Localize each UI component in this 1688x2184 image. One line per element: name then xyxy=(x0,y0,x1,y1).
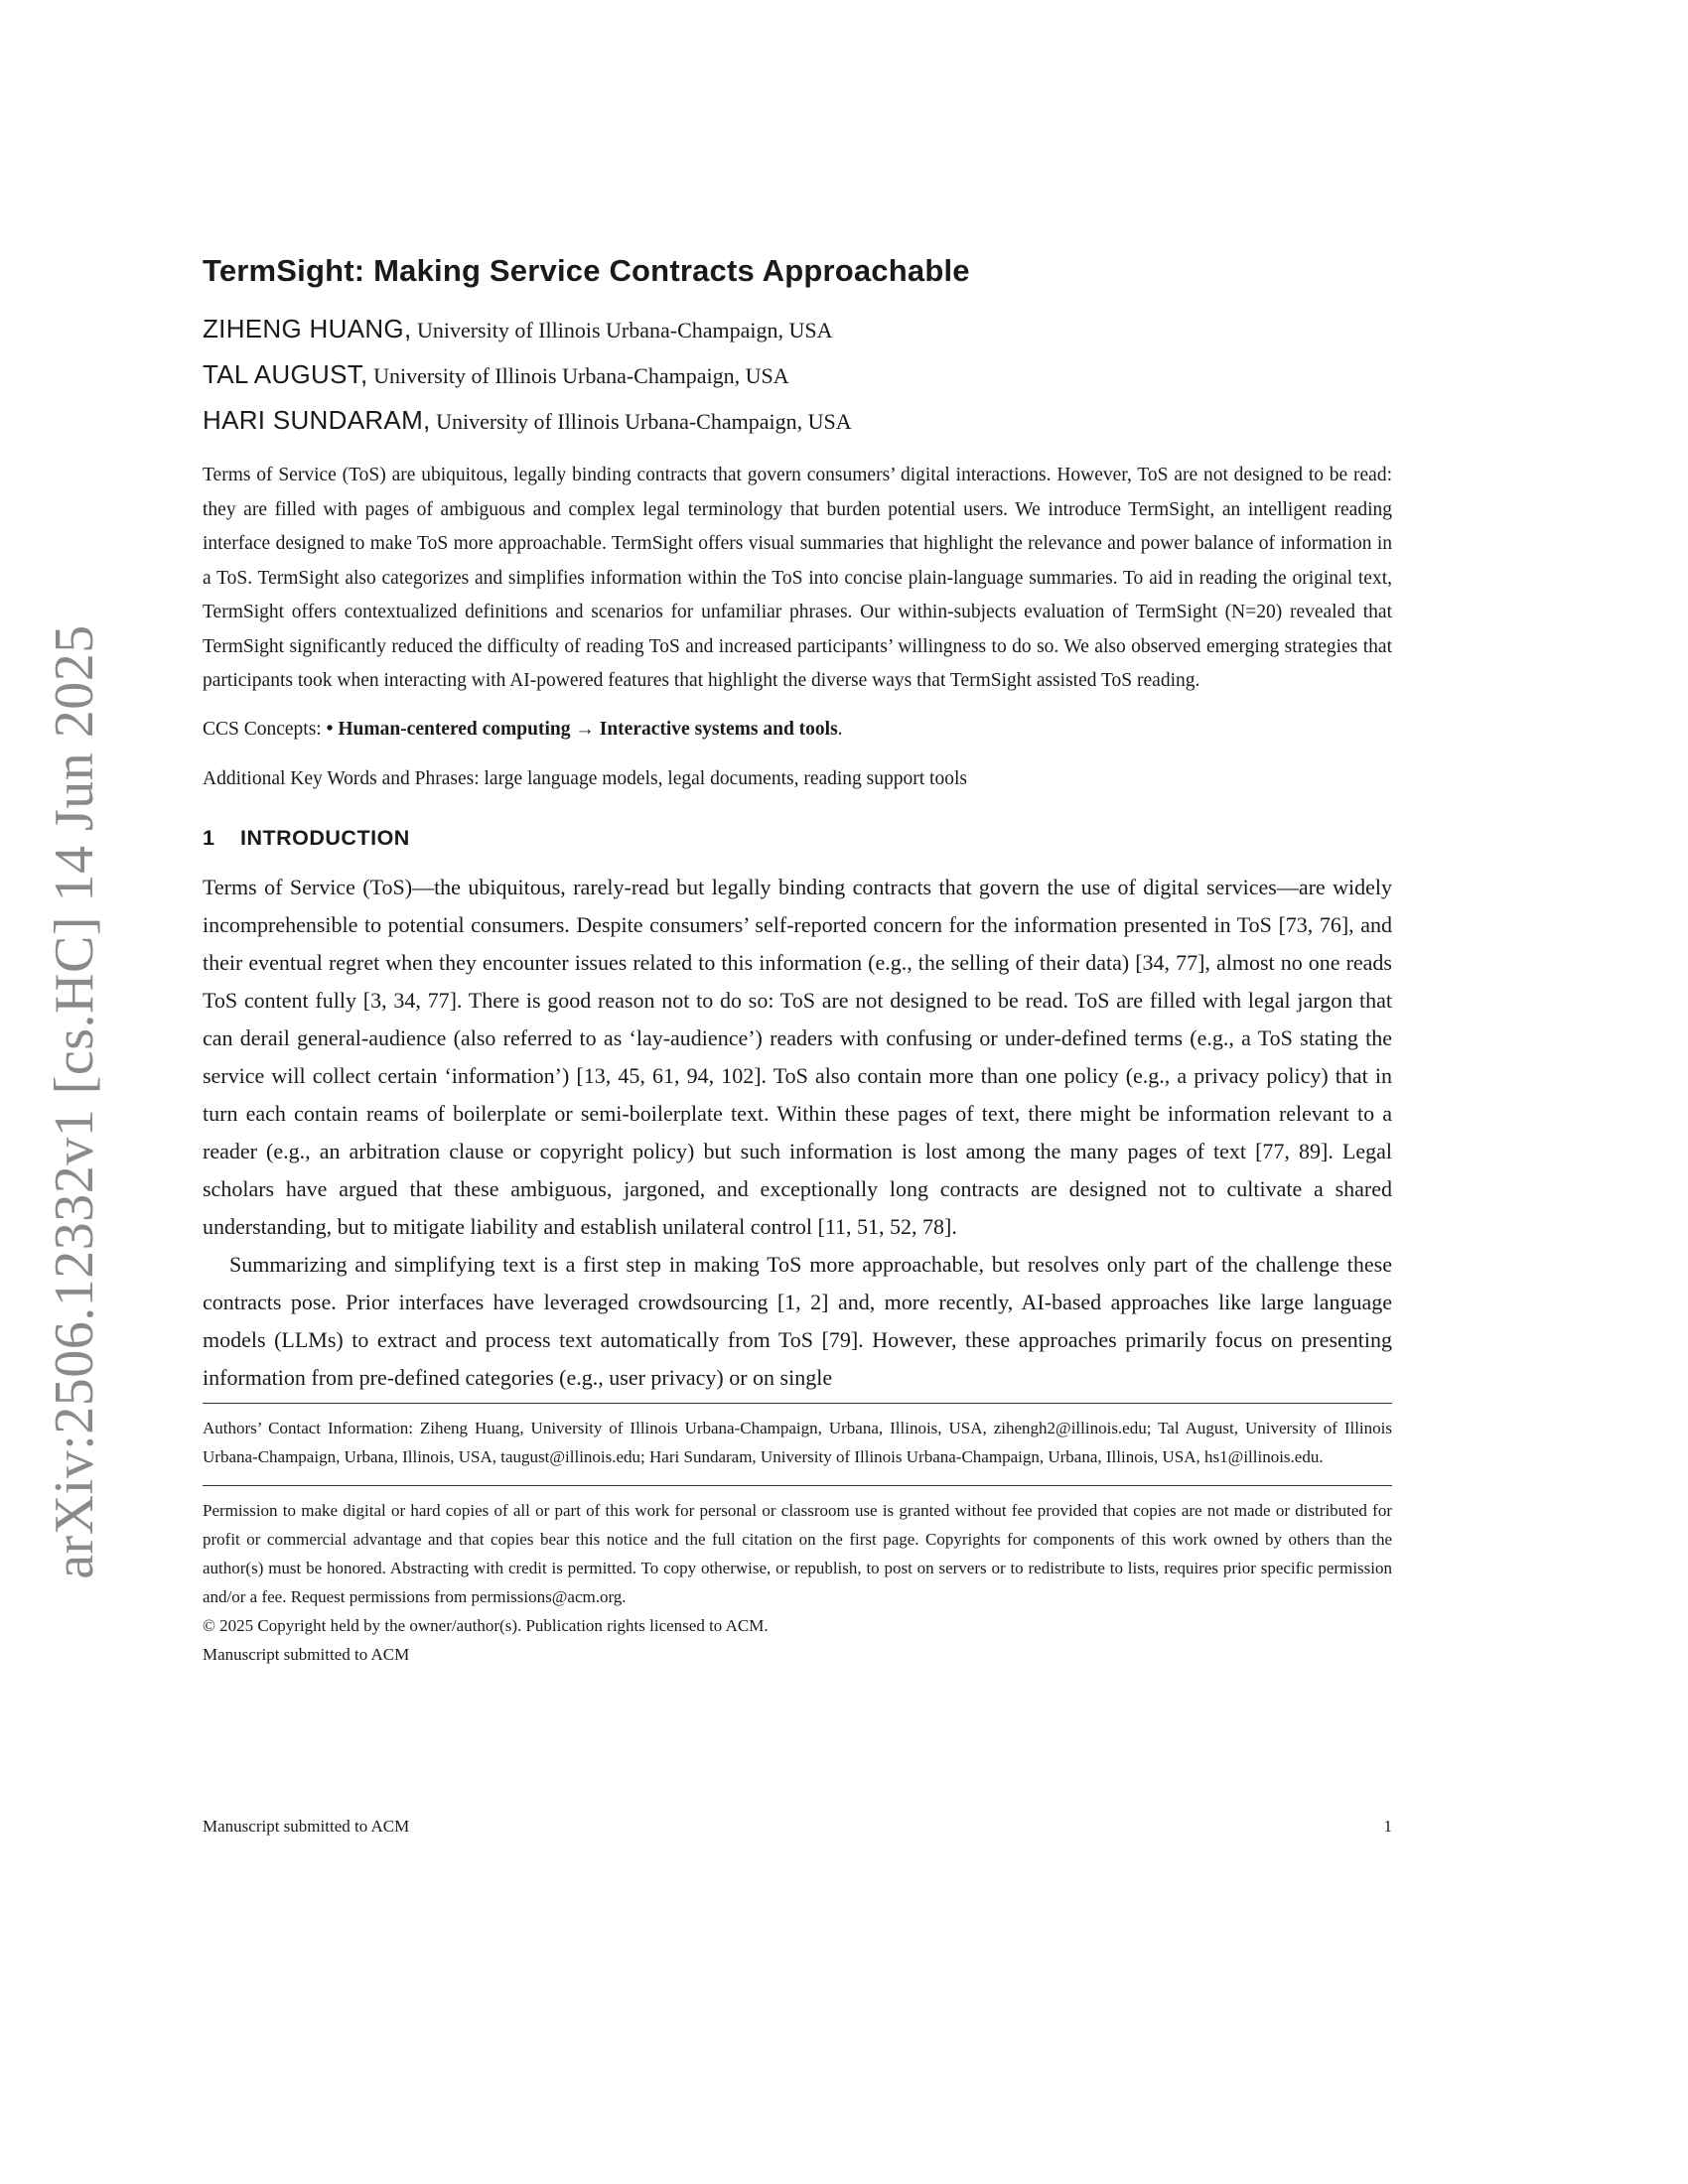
author-list xyxy=(203,314,1392,437)
section-heading xyxy=(203,826,1392,851)
ccs-arrow: → xyxy=(575,718,595,740)
author-name: TAL AUGUST, xyxy=(203,359,368,389)
ccs-subconcept: Interactive systems and tools xyxy=(599,718,838,740)
footer-venue: Manuscript submitted to ACM xyxy=(203,1817,410,1836)
author-affiliation: University of Illinois Urbana-Champaign, USA xyxy=(373,363,789,388)
ccs-label: CCS Concepts: xyxy=(203,718,327,740)
body-paragraph: Terms of Service (ToS)—the ubiquitous, rarely-read but legally binding contracts that govern the use of digital services—are widely incomprehensible to potential consumers. Despite consumers’ self-reported concern for the information presented in ToS [73, 76], and their eventual regret when they encounter issues related to this information (e.g., the selling of their data) [34, 77], almost no one reads ToS content fully [3, 34, 77]. There is good reason not to do so: ToS are not designed to be read. ToS are filled with legal jargon that can derail general-audience (also referred to as ‘lay-audience’) readers with confusing or under-defined terms (e.g., a ToS stating the service will collect certain ‘information’) [13, 45, 61, 94, 102]. ToS also contain more than one policy (e.g., a privacy policy) that in turn each contain reams of boilerplate or semi-boilerplate text. Within these pages of text, there might be information relevant to a reader (e.g., an arbitration clause or copyright policy) but such information is lost among the many pages of text [77, 89]. Legal scholars have argued that these ambiguous, jargoned, and exceptionally long contracts are designed not to cultivate a shared understanding, but to mitigate liability and establish unilateral control [11, 51, 52, 78]. xyxy=(203,874,1392,1239)
page-footer xyxy=(203,1817,1392,1837)
permission-block xyxy=(203,1485,1392,1669)
arxiv-identifier-text: arXiv:2506.12332v1 [cs.HC] 14 Jun 2025 xyxy=(44,624,105,1579)
paper-content xyxy=(203,253,1392,1669)
copyright-line: © 2025 Copyright held by the owner/author(s). Publication rights licensed to ACM. xyxy=(203,1615,769,1635)
author-contact-info: Authors’ Contact Information: Ziheng Huang, University of Illinois Urbana-Champaign, Urbana, Illinois, USA, zihengh2@illinois.edu; Tal August, University of Illinois Urbana-Champaign, Urbana, Illinois, USA, taugust@illinois.edu; Hari Sundaram, University of Illinois Urbana-Champaign, Urbana, Illinois, USA, hs1@illinois.edu. xyxy=(203,1418,1392,1466)
paper-title: TermSight: Making Service Contracts Approachable xyxy=(203,253,970,288)
author-name: ZIHENG HUANG, xyxy=(203,314,412,343)
ccs-end: . xyxy=(837,718,843,740)
section-number: 1 xyxy=(203,825,215,850)
manuscript-note: Manuscript submitted to ACM xyxy=(203,1644,410,1664)
author-name: HARI SUNDARAM, xyxy=(203,405,431,435)
ccs-concept: Human-centered computing xyxy=(338,718,571,740)
author-entry xyxy=(203,405,1392,437)
author-entry xyxy=(203,314,1392,345)
arxiv-identifier-stamp xyxy=(20,615,129,1588)
ccs-concepts xyxy=(203,713,1392,747)
permission-notice: Permission to make digital or hard copies of all or part of this work for personal or classroom use is granted without fee provided that copies are not made or distributed for profit or commercial advantage and that copies bear this notice and the full citation on the first page. Copyrights for components of this work owned by others than the author(s) must be honored. Abstracting with credit is permitted. To copy otherwise, or republish, to post on servers or to redistribute to lists, requires prior specific permission and/or a fee. Request permissions from permissions@acm.org. xyxy=(203,1500,1392,1606)
body-paragraph: Summarizing and simplifying text is a first step in making ToS more approachable, but resolves only part of the challenge these contracts pose. Prior interfaces have leveraged crowdsourcing [1, 2] and, more recently, AI-based approaches like large language models (LLMs) to extract and process text automatically from ToS [79]. However, these approaches primarily focus on presenting information from pre-defined categories (e.g., user privacy) or on single xyxy=(203,1251,1392,1390)
footnote-divider xyxy=(203,1403,1392,1404)
abstract: Terms of Service (ToS) are ubiquitous, legally binding contracts that govern consumers’ digital interactions. However, ToS are not designed to be read: they are filled with pages of ambiguous and complex legal terminology that burden potential users. We introduce TermSight, an intelligent reading interface designed to make ToS more approachable. TermSight offers visual summaries that highlight the relevance and power balance of information in a ToS. TermSight also categorizes and simplifies information within the ToS into concise plain-language summaries. To aid in reading the original text, TermSight offers contextualized definitions and scenarios for unfamiliar phrases. Our within-subjects evaluation of TermSight (N=20) revealed that TermSight significantly reduced the difficulty of reading ToS and increased participants’ willingness to do so. We also observed emerging strategies that participants took when interacting with AI-powered features that highlight the diverse ways that TermSight assisted ToS reading. xyxy=(203,465,1392,691)
keywords: Additional Key Words and Phrases: large language models, legal documents, reading support tools xyxy=(203,767,967,789)
author-affiliation: University of Illinois Urbana-Champaign, USA xyxy=(416,318,833,342)
author-affiliation: University of Illinois Urbana-Champaign, USA xyxy=(436,409,852,434)
ccs-bullet: • xyxy=(326,718,334,740)
permission-divider xyxy=(203,1485,1392,1486)
page-number: 1 xyxy=(1383,1817,1392,1836)
section-title: INTRODUCTION xyxy=(240,825,410,850)
author-entry xyxy=(203,359,1392,391)
